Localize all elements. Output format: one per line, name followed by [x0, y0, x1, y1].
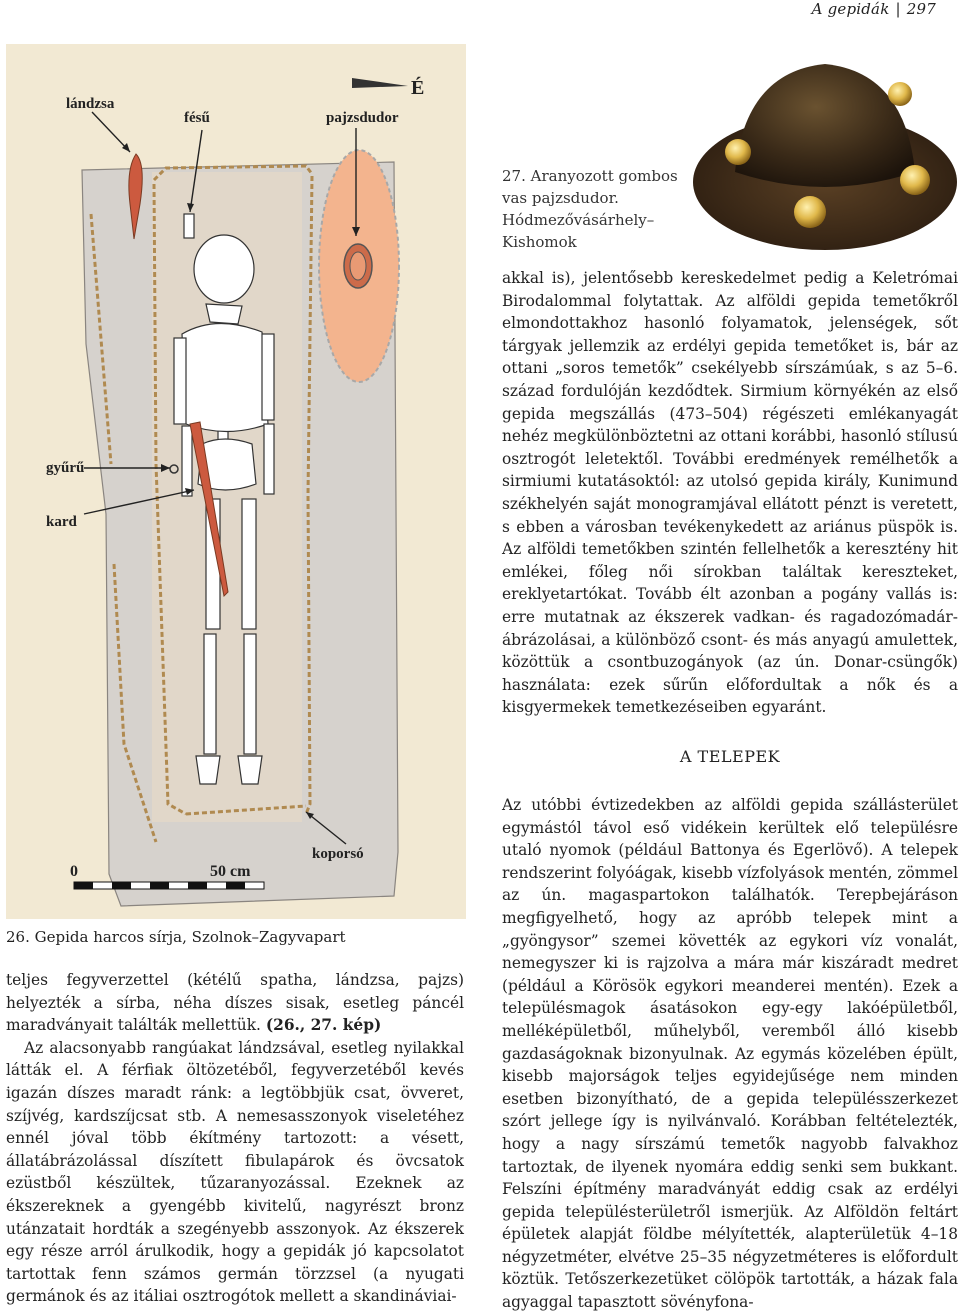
comb-drawing — [184, 214, 194, 238]
paragraph — [6, 969, 464, 1037]
label-fesu: fésű — [184, 110, 210, 126]
boss-dome — [735, 64, 915, 187]
label-gyuru: gyűrű — [46, 460, 85, 476]
paragraph: Az alacsonyabb rangúakat lándzsával, esetleg nyilakkal látták el. A férfiak öltözetéből, fegyverzetéből kevés igazán díszes maradt ránk: a legtöbbjük csat, övveret, szíjvég, kardszíjcsat stb. A nemesasszonyok viseletéhez ennél jóval több ékítmény tartozott: a vésett, állatábrázolással díszített fibulapárok és övcsatok ezüstből készültek, tűzaranyozással. Ezeknek az ékszereknek a gyengébb kivitelű, nagyrészt bronz utánzatait hordták a szegényebb asszonyok. Az ékszerek egy része arról árulkodik, hogy a gepidák jó kapcsolatot tartottak fenn számos germán törzzsel (a nyugati germánok és az itáliai osztrogótok mellett a skandináviai- — [6, 1038, 464, 1306]
figure27-caption-line: vas pajzsdudor. — [502, 189, 619, 207]
left-column-text — [6, 969, 464, 1308]
north-arrow-icon — [352, 78, 408, 88]
right-column-bottom-text — [502, 794, 958, 1314]
header-title: A gepidák — [811, 0, 890, 18]
running-header — [812, 0, 936, 18]
grave-drawing-figure — [6, 44, 466, 919]
label-koporso: koporsó — [312, 846, 364, 862]
paragraph: akkal is), jelentősebb kereskedelmet pedig a Keletrómai Birodalommal folytattak. Az alföldi gepida temetőkről elmondottakhoz hasonló folyamatok, jelenségek, sőt tárgyak jellemzik az erdélyi gepida temetőket is, bár az ottani „soros temetők” csekélyebb sírszámúak, s az 5–6. század fordulóján kezdődtek. Sirmium környékén az első gepida megszállás (473–504) régészeti emlékanyagát nehéz megkülönböztetni az ottani korábbi, hasonló stílusú osztrogót leletektől. További eredmények remélhetők a sirmiumi kutatásoktól: az utolsó gepida király, Kunimund székhelyén saját monogramjával ellátott pénzt is veretett, s ebben a városban tevékenykedett az ariánus püspök is. Az alföldi temetőkben szintén fellelhetők a keresztény hit emlékei, főleg női sírokban találtak kereszteket, ereklyetartókat. Tovább élt azonban a pogány vallás is: erre mutatnak az ékszerek vadkan- és ragadozómadár-ábrázolásai, a különböző csont- és más anyagú amulettek, közöttük a csontbuzogányok (az ún. Donar-csüngők) használata: ezek sűrűn előfordultak a nők és a kisgyermekek temetkezéseiben egyaránt. — [502, 269, 958, 717]
scale-length: 50 cm — [210, 863, 251, 880]
figure27-caption-line: Hódmezővásárhely– — [502, 211, 655, 229]
label-pajzsdudor: pajzsdudor — [326, 110, 399, 126]
label-north: É — [411, 77, 425, 99]
shield-boss-drawing — [344, 244, 372, 288]
shield-boss-photo — [690, 52, 960, 252]
right-column-top-text — [502, 267, 958, 719]
figure27-caption — [502, 165, 692, 253]
paragraph: Az utóbbi évtizedekben az alföldi gepida szállásterület egymástól távol eső vidékein kerültek elő településre utaló nyomok (például Battonya és Egerlövő). A telepek rendszerint folyóágak, kisebb vízfolyások mentén, zömmel az ún. magaspartokon találhatók. Terepbejáráson megfigyelhető, hogy az apróbb telepek mint a „gyöngysor” szemei követték az egykori víz vonalát, nemegyszer ki is rajzolva a mára már kiszáradt medret (például a Körösök egykori meanderei mentén). Ezek a településmagok ásatásokon egy-egy lakóépületből, melléképületből, műhelyből, veremből álló kisebb gazdaságoknak bizonyulnak. Az egymás közelében épült, kisebb majorságok teljes egyidejűsége nem minden esetben bizonyítható, de a gepida településszerkezet szórt jellege így is nyilvánvaló. Korábban feltételezték, hogy a nagy sírszámú temetők nagyobb falvakhoz tartoztak, de ilyenek nyomára eddig senki sem bukkant. Felszíni építmény maradványát eddig csak az erdélyi gepida településterületről ismerjük. Az Alföldön feltárt épületek alapját földbe mélyítették, alapterületük 4–18 négyzetméter, elvétve 25–35 négyzetméteres is előfordult köztük. Tetőszerkezetüket cölöpök tartották, a házak fala agyaggal tapasztott sövényfona- — [502, 796, 958, 1312]
page-number: 297 — [906, 0, 936, 18]
figure26-caption: 26. Gepida harcos sírja, Szolnok–Zagyvapart — [6, 928, 346, 946]
figure-reference: (26., 27. kép) — [265, 1016, 382, 1035]
scale-zero: 0 — [70, 863, 78, 880]
scale-bar — [74, 882, 264, 889]
label-kard: kard — [46, 514, 77, 530]
grave-plan-svg — [6, 44, 466, 919]
header-separator: | — [895, 0, 901, 18]
paragraph-text: teljes fegyverzettel (kétélű spatha, lándzsa, pajzs) helyezték a sírba, néha díszes sisak, esetleg páncél maradványait találták mellettük. — [6, 971, 464, 1035]
figure27-caption-line: Kishomok — [502, 233, 577, 251]
section-heading: A TELEPEK — [679, 747, 781, 766]
figure27-caption-line: 27. Aranyozott gombos — [502, 167, 678, 185]
label-landzsa: lándzsa — [66, 96, 115, 112]
